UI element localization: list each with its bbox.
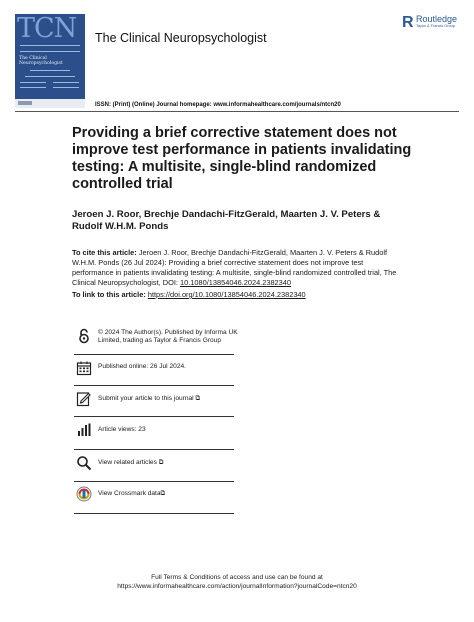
cover-footer [15, 99, 85, 108]
info-divider [74, 354, 234, 355]
external-link-icon: ⧉ [160, 490, 166, 497]
info-divider [74, 481, 234, 482]
related-articles-row[interactable] [74, 455, 234, 475]
info-divider [74, 385, 234, 386]
cover-rule [53, 82, 79, 83]
related-articles-label[interactable]: View related articles [98, 459, 157, 466]
cover-rule [20, 82, 46, 83]
edit-document-icon [76, 391, 92, 407]
journal-homepage-link[interactable]: www.informahealthcare.com/journals/ntcn20 [213, 102, 341, 108]
crossmark-label[interactable]: View Crossmark data [98, 490, 161, 497]
views-row [74, 422, 234, 442]
calendar-icon [76, 360, 92, 376]
article-link-block [72, 290, 402, 299]
routledge-r-icon: R [402, 14, 414, 31]
license-row [74, 328, 238, 354]
related-articles-link[interactable] [98, 459, 238, 467]
cite-doi-link[interactable]: 10.1080/13854046.2024.2382340 [180, 278, 292, 287]
publisher-name: Routledge [416, 14, 458, 24]
open-access-icon [76, 328, 92, 344]
info-divider [74, 449, 234, 450]
issn-line [95, 102, 341, 108]
crossmark-row[interactable] [74, 486, 234, 508]
published-row [74, 360, 234, 380]
terms-footer [0, 573, 474, 591]
issn-label: ISSN: (Print) (Online) Journal homepage: [95, 102, 214, 108]
article-doi-link[interactable]: https://doi.org/10.1080/13854046.2024.2382340 [147, 290, 306, 299]
cover-rule [53, 87, 79, 88]
journal-name[interactable]: The Clinical Neuropsychologist [95, 31, 267, 45]
terms-line: Full Terms & Conditions of access and use can be found at [151, 574, 323, 581]
magnifier-icon [76, 455, 92, 471]
publisher-subtitle: Taylor & Francis Group [416, 24, 455, 28]
article-authors: Jeroen J. Roor, Brechje Dandachi-FitzGerald, Maarten J. V. Peters & Rudolf W.H.M. Ponds [72, 209, 381, 232]
external-link-icon: ⧉ [158, 459, 164, 466]
cover-rule [30, 70, 70, 71]
license-text: © 2024 The Author(s). Published by Informa UK Limited, trading as Taylor & Francis Group [98, 329, 238, 344]
cite-label: To cite this article: [72, 248, 137, 257]
cite-text: Jeroen J. Roor, Brechje Dandachi-FitzGerald, Maarten J. V. Peters & Rudolf W.H.M. Ponds (26 Jul 2024): Providing a brief corrective statement does not improve test performance in patients invalidating testing: A multisite, single-blind randomized controlled trial, The Clinical Neuropsychologist, DOI: [72, 248, 397, 287]
cover-rule [25, 76, 75, 77]
published-date: Published online: 26 Jul 2024. [98, 363, 186, 370]
info-divider [74, 513, 234, 514]
citation-block [72, 248, 402, 288]
bar-chart-icon [76, 422, 92, 438]
article-title: Providing a brief corrective statement does not improve test performance in patients invalidating testing: A multisite, single-blind randomized controlled trial [72, 125, 412, 192]
terms-url-link[interactable]: https://www.informahealthcare.com/action/journalInformation?journalCode=ntcn20 [117, 583, 357, 590]
crossmark-link[interactable] [98, 490, 238, 498]
submit-article-row[interactable] [74, 391, 234, 411]
publisher-logo[interactable] [402, 14, 466, 32]
cover-title: The Clinical Neuropsychologist [19, 56, 63, 66]
link-label: To link to this article: [72, 290, 148, 299]
cover-letters: TCN [17, 14, 77, 44]
crossmark-icon [76, 486, 92, 502]
info-divider [74, 416, 234, 417]
header-divider [15, 111, 459, 112]
journal-cover-image [15, 14, 85, 108]
submit-article-label[interactable]: Submit your article to this journal [98, 395, 194, 402]
cover-rule [20, 87, 46, 88]
external-link-icon: ⧉ [195, 395, 201, 402]
cover-rule [20, 51, 80, 52]
cover-rule [20, 45, 80, 46]
submit-article-link[interactable] [98, 395, 238, 403]
article-views: Article views: 23 [98, 426, 146, 433]
